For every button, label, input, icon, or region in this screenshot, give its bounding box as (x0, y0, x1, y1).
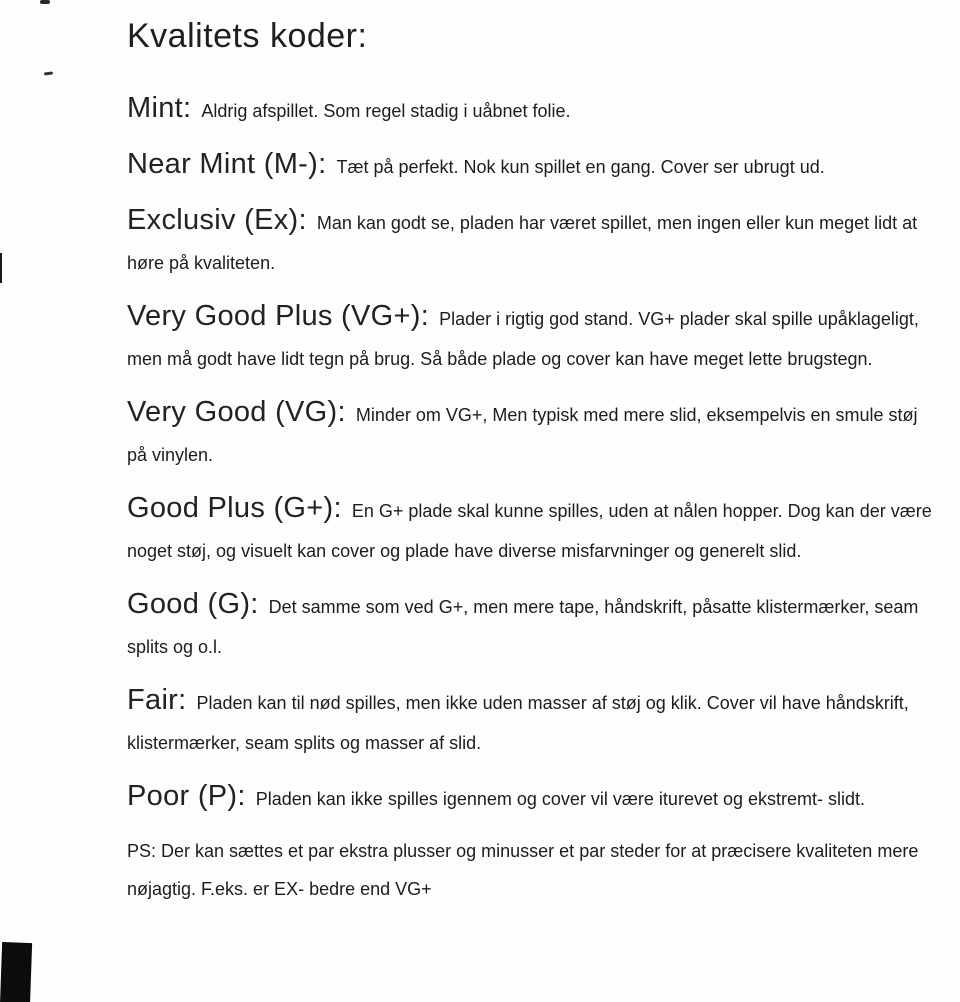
page-title: Kvalitets koder: (127, 17, 368, 55)
grade-description: Aldrig afspillet. Som regel stadig i uåbnet folie. (201, 101, 571, 121)
grade-entry-poor (127, 776, 932, 819)
grade-description: Minder om VG+, Men typisk med mere slid, eksempelvis en smule støj på vinylen. (127, 405, 918, 465)
grade-term: Near Mint (M-): (127, 148, 327, 180)
grade-term: Very Good (VG): (127, 396, 346, 428)
grade-term: Mint: (127, 92, 192, 124)
grade-term: Good (G): (127, 588, 259, 620)
grade-entry-good (127, 584, 932, 667)
grade-description: Pladen kan ikke spilles igennem og cover vil være iturevet og ekstremt- slidt. (255, 789, 866, 809)
scan-artifact-left-edge-line (0, 253, 2, 283)
grade-description: Pladen kan til nød spilles, men ikke uden masser af støj og klik. Cover vil have håndskrift, klistermærker, seam splits og masser af slid. (127, 693, 909, 753)
scan-artifact-top-speck (40, 0, 50, 4)
postscript-note: PS: Der kan sættes et par ekstra plusser og minusser et par steder for at præcisere kvaliteten mere nøjagtig. F.eks. er EX- bedre end VG+ (127, 841, 919, 899)
scan-artifact-bottom-corner-bar (0, 942, 32, 1002)
grade-description: Tæt på perfekt. Nok kun spillet en gang. Cover ser ubrugt ud. (336, 157, 825, 177)
grade-entry-good-plus (127, 488, 932, 571)
grade-description: Det samme som ved G+, men mere tape, håndskrift, påsatte klistermærker, seam splits og o.l. (127, 597, 919, 657)
grade-entry-mint (127, 88, 932, 131)
grade-term: Poor (P): (127, 780, 246, 812)
grade-term: Good Plus (G+): (127, 492, 342, 524)
grade-description: En G+ plade skal kunne spilles, uden at nålen hopper. Dog kan der være noget støj, og visuelt kan cover og plade have diverse misfarvninger og generelt slid. (127, 501, 932, 561)
grade-term: Exclusiv (Ex): (127, 204, 307, 236)
grade-term: Fair: (127, 684, 187, 716)
grade-entry-very-good (127, 392, 932, 475)
grade-term: Very Good Plus (VG+): (127, 300, 430, 332)
grade-description: Plader i rigtig god stand. VG+ plader skal spille upåklageligt, men må godt have lidt tegn på brug. Så både plade og cover kan have meget lette brugstegn. (127, 309, 919, 369)
grade-entry-near-mint (127, 144, 932, 187)
grade-entry-very-good-plus (127, 296, 932, 379)
grade-entry-exclusiv (127, 200, 932, 283)
scan-artifact-dash (44, 71, 53, 75)
grade-entry-fair (127, 680, 932, 763)
grade-description: Man kan godt se, pladen har været spillet, men ingen eller kun meget lidt at høre på kvaliteten. (127, 213, 918, 273)
